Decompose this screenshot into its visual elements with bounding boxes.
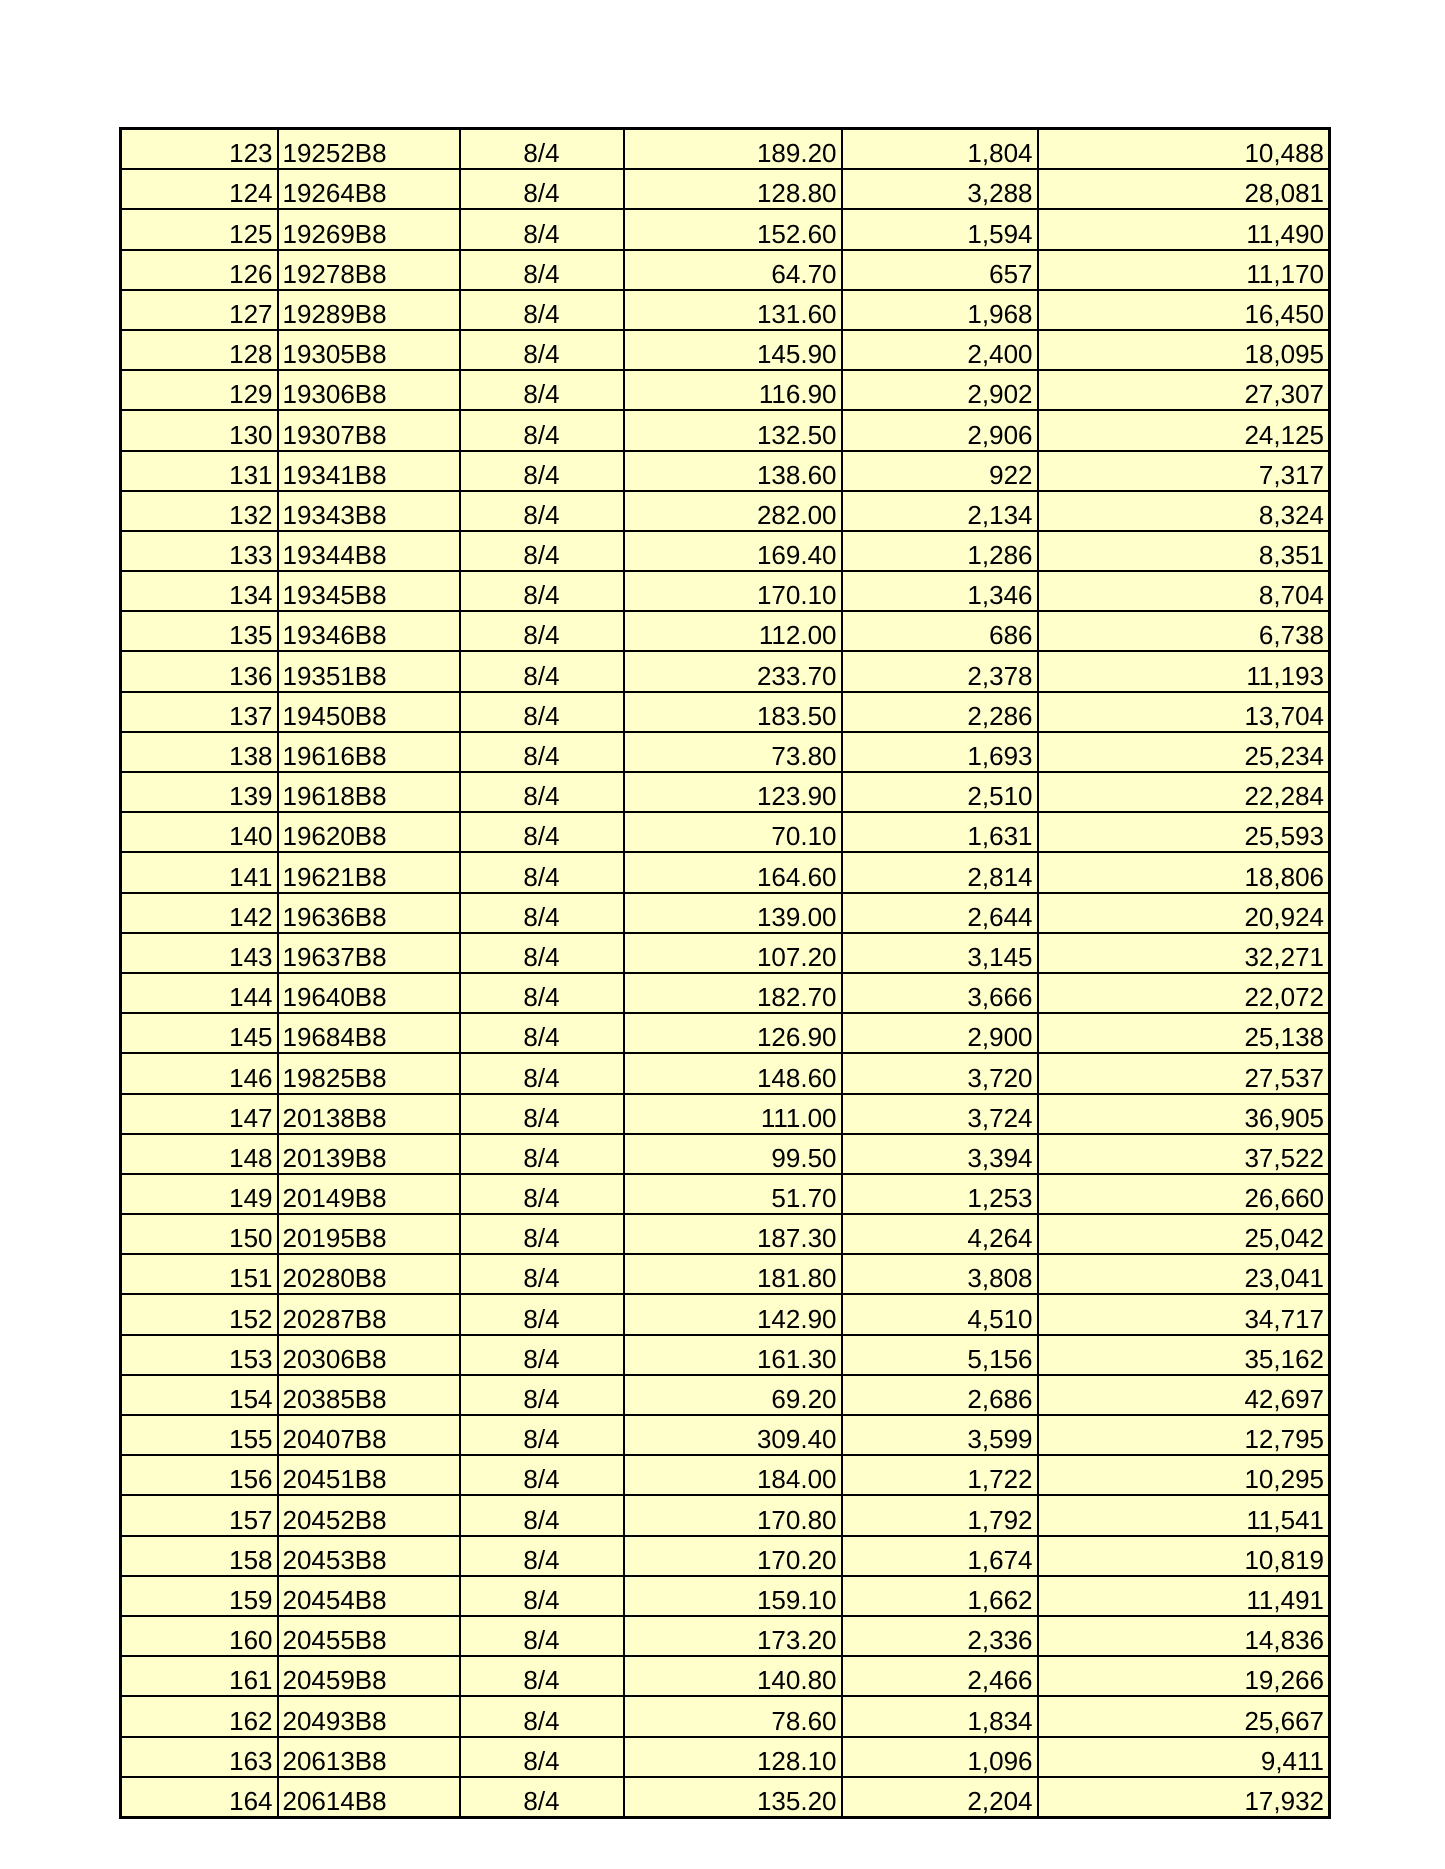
row-number-cell: 152: [121, 1294, 278, 1334]
table-row: [121, 1576, 1330, 1616]
size-cell: 8/4: [460, 1214, 624, 1254]
table-row: [121, 692, 1330, 732]
value-b-cell: 2,400: [842, 330, 1038, 370]
value-b-cell: 2,134: [842, 491, 1038, 531]
size-cell: 8/4: [460, 1536, 624, 1576]
size-cell: 8/4: [460, 410, 624, 450]
item-id-cell: 20451B8: [278, 1455, 460, 1495]
row-number-cell: 142: [121, 893, 278, 933]
item-id-cell: 19637B8: [278, 933, 460, 973]
item-id-cell: 20454B8: [278, 1576, 460, 1616]
value-b-cell: 1,346: [842, 571, 1038, 611]
table-row: [121, 1737, 1330, 1777]
row-number-cell: 164: [121, 1777, 278, 1818]
size-cell: 8/4: [460, 370, 624, 410]
size-cell: 8/4: [460, 290, 624, 330]
table-row: [121, 1094, 1330, 1134]
item-id-cell: 19351B8: [278, 651, 460, 691]
value-b-cell: 3,145: [842, 933, 1038, 973]
table-row: [121, 1013, 1330, 1053]
table-row: [121, 491, 1330, 531]
table-row: [121, 410, 1330, 450]
value-b-cell: 2,204: [842, 1777, 1038, 1818]
value-a-cell: 139.00: [624, 893, 842, 933]
size-cell: 8/4: [460, 1737, 624, 1777]
table-row: [121, 1294, 1330, 1334]
value-c-cell: 25,042: [1038, 1214, 1330, 1254]
table-row: [121, 1174, 1330, 1214]
item-id-cell: 19341B8: [278, 451, 460, 491]
value-c-cell: 20,924: [1038, 893, 1330, 933]
row-number-cell: 156: [121, 1455, 278, 1495]
table-row: [121, 1656, 1330, 1696]
value-b-cell: 5,156: [842, 1335, 1038, 1375]
row-number-cell: 128: [121, 330, 278, 370]
value-b-cell: 2,466: [842, 1656, 1038, 1696]
item-id-cell: 19825B8: [278, 1053, 460, 1093]
item-id-cell: 20493B8: [278, 1696, 460, 1736]
row-number-cell: 148: [121, 1134, 278, 1174]
value-b-cell: 1,096: [842, 1737, 1038, 1777]
row-number-cell: 137: [121, 692, 278, 732]
row-number-cell: 139: [121, 772, 278, 812]
value-a-cell: 78.60: [624, 1696, 842, 1736]
value-a-cell: 64.70: [624, 250, 842, 290]
table-row: [121, 169, 1330, 209]
value-c-cell: 34,717: [1038, 1294, 1330, 1334]
value-a-cell: 184.00: [624, 1455, 842, 1495]
value-a-cell: 128.10: [624, 1737, 842, 1777]
item-id-cell: 19684B8: [278, 1013, 460, 1053]
value-a-cell: 152.60: [624, 209, 842, 249]
item-id-cell: 19269B8: [278, 209, 460, 249]
row-number-cell: 130: [121, 410, 278, 450]
value-c-cell: 22,072: [1038, 973, 1330, 1013]
table-row: [121, 1254, 1330, 1294]
size-cell: 8/4: [460, 1174, 624, 1214]
item-id-cell: 20614B8: [278, 1777, 460, 1818]
table-row: [121, 290, 1330, 330]
size-cell: 8/4: [460, 531, 624, 571]
table-row: [121, 1335, 1330, 1375]
size-cell: 8/4: [460, 491, 624, 531]
table-row: [121, 1415, 1330, 1455]
value-a-cell: 69.20: [624, 1375, 842, 1415]
value-a-cell: 73.80: [624, 732, 842, 772]
table-row: [121, 852, 1330, 892]
item-id-cell: 20306B8: [278, 1335, 460, 1375]
value-b-cell: 657: [842, 250, 1038, 290]
value-c-cell: 36,905: [1038, 1094, 1330, 1134]
table-row: [121, 1214, 1330, 1254]
table-row: [121, 732, 1330, 772]
item-id-cell: 19343B8: [278, 491, 460, 531]
value-c-cell: 11,491: [1038, 1576, 1330, 1616]
value-c-cell: 7,317: [1038, 451, 1330, 491]
value-a-cell: 70.10: [624, 812, 842, 852]
table-row: [121, 1696, 1330, 1736]
value-c-cell: 32,271: [1038, 933, 1330, 973]
size-cell: 8/4: [460, 772, 624, 812]
size-cell: 8/4: [460, 651, 624, 691]
value-a-cell: 135.20: [624, 1777, 842, 1818]
row-number-cell: 125: [121, 209, 278, 249]
value-c-cell: 12,795: [1038, 1415, 1330, 1455]
size-cell: 8/4: [460, 1013, 624, 1053]
value-a-cell: 161.30: [624, 1335, 842, 1375]
size-cell: 8/4: [460, 933, 624, 973]
item-id-cell: 19278B8: [278, 250, 460, 290]
row-number-cell: 151: [121, 1254, 278, 1294]
size-cell: 8/4: [460, 1455, 624, 1495]
value-c-cell: 11,193: [1038, 651, 1330, 691]
size-cell: 8/4: [460, 209, 624, 249]
size-cell: 8/4: [460, 571, 624, 611]
value-c-cell: 9,411: [1038, 1737, 1330, 1777]
table-row: [121, 1495, 1330, 1535]
item-id-cell: 20280B8: [278, 1254, 460, 1294]
value-b-cell: 3,808: [842, 1254, 1038, 1294]
item-id-cell: 19345B8: [278, 571, 460, 611]
row-number-cell: 126: [121, 250, 278, 290]
size-cell: 8/4: [460, 973, 624, 1013]
size-cell: 8/4: [460, 1656, 624, 1696]
value-c-cell: 18,095: [1038, 330, 1330, 370]
value-a-cell: 111.00: [624, 1094, 842, 1134]
value-a-cell: 138.60: [624, 451, 842, 491]
value-b-cell: 2,378: [842, 651, 1038, 691]
row-number-cell: 144: [121, 973, 278, 1013]
value-c-cell: 10,295: [1038, 1455, 1330, 1495]
item-id-cell: 20452B8: [278, 1495, 460, 1535]
item-id-cell: 20139B8: [278, 1134, 460, 1174]
value-c-cell: 25,667: [1038, 1696, 1330, 1736]
row-number-cell: 162: [121, 1696, 278, 1736]
value-b-cell: 3,724: [842, 1094, 1038, 1134]
value-b-cell: 1,722: [842, 1455, 1038, 1495]
value-c-cell: 8,324: [1038, 491, 1330, 531]
table-row: [121, 1053, 1330, 1093]
value-a-cell: 170.80: [624, 1495, 842, 1535]
item-id-cell: 20613B8: [278, 1737, 460, 1777]
data-table: [119, 127, 1331, 1819]
item-id-cell: 19264B8: [278, 169, 460, 209]
size-cell: 8/4: [460, 1415, 624, 1455]
value-b-cell: 4,510: [842, 1294, 1038, 1334]
row-number-cell: 124: [121, 169, 278, 209]
size-cell: 8/4: [460, 732, 624, 772]
value-c-cell: 14,836: [1038, 1616, 1330, 1656]
table-row: [121, 812, 1330, 852]
value-a-cell: 189.20: [624, 129, 842, 170]
value-a-cell: 170.10: [624, 571, 842, 611]
value-a-cell: 123.90: [624, 772, 842, 812]
value-a-cell: 173.20: [624, 1616, 842, 1656]
table-row: [121, 893, 1330, 933]
table-row: [121, 611, 1330, 651]
size-cell: 8/4: [460, 1294, 624, 1334]
size-cell: 8/4: [460, 1616, 624, 1656]
row-number-cell: 147: [121, 1094, 278, 1134]
size-cell: 8/4: [460, 1696, 624, 1736]
value-b-cell: 686: [842, 611, 1038, 651]
value-a-cell: 140.80: [624, 1656, 842, 1696]
table-row: [121, 651, 1330, 691]
size-cell: 8/4: [460, 812, 624, 852]
row-number-cell: 127: [121, 290, 278, 330]
size-cell: 8/4: [460, 1094, 624, 1134]
value-c-cell: 24,125: [1038, 410, 1330, 450]
value-a-cell: 164.60: [624, 852, 842, 892]
value-c-cell: 13,704: [1038, 692, 1330, 732]
value-a-cell: 99.50: [624, 1134, 842, 1174]
table-row: [121, 571, 1330, 611]
size-cell: 8/4: [460, 852, 624, 892]
size-cell: 8/4: [460, 1254, 624, 1294]
value-c-cell: 42,697: [1038, 1375, 1330, 1415]
value-b-cell: 3,288: [842, 169, 1038, 209]
value-c-cell: 19,266: [1038, 1656, 1330, 1696]
value-a-cell: 187.30: [624, 1214, 842, 1254]
value-b-cell: 2,686: [842, 1375, 1038, 1415]
item-id-cell: 19289B8: [278, 290, 460, 330]
value-b-cell: 1,674: [842, 1536, 1038, 1576]
value-a-cell: 183.50: [624, 692, 842, 732]
value-c-cell: 11,541: [1038, 1495, 1330, 1535]
item-id-cell: 19618B8: [278, 772, 460, 812]
item-id-cell: 20149B8: [278, 1174, 460, 1214]
value-c-cell: 25,593: [1038, 812, 1330, 852]
value-c-cell: 6,738: [1038, 611, 1330, 651]
value-c-cell: 25,234: [1038, 732, 1330, 772]
item-id-cell: 20455B8: [278, 1616, 460, 1656]
value-c-cell: 22,284: [1038, 772, 1330, 812]
size-cell: 8/4: [460, 611, 624, 651]
row-number-cell: 154: [121, 1375, 278, 1415]
value-b-cell: 2,510: [842, 772, 1038, 812]
value-c-cell: 10,819: [1038, 1536, 1330, 1576]
row-number-cell: 132: [121, 491, 278, 531]
value-a-cell: 182.70: [624, 973, 842, 1013]
item-id-cell: 20459B8: [278, 1656, 460, 1696]
row-number-cell: 153: [121, 1335, 278, 1375]
size-cell: 8/4: [460, 1777, 624, 1818]
row-number-cell: 160: [121, 1616, 278, 1656]
value-a-cell: 142.90: [624, 1294, 842, 1334]
item-id-cell: 20385B8: [278, 1375, 460, 1415]
value-b-cell: 2,814: [842, 852, 1038, 892]
value-b-cell: 2,900: [842, 1013, 1038, 1053]
table-body: [121, 129, 1330, 1818]
value-b-cell: 1,594: [842, 209, 1038, 249]
row-number-cell: 146: [121, 1053, 278, 1093]
table-row: [121, 370, 1330, 410]
value-a-cell: 112.00: [624, 611, 842, 651]
value-c-cell: 27,537: [1038, 1053, 1330, 1093]
item-id-cell: 19346B8: [278, 611, 460, 651]
row-number-cell: 135: [121, 611, 278, 651]
value-c-cell: 11,490: [1038, 209, 1330, 249]
row-number-cell: 131: [121, 451, 278, 491]
value-a-cell: 132.50: [624, 410, 842, 450]
value-b-cell: 3,720: [842, 1053, 1038, 1093]
table-row: [121, 250, 1330, 290]
value-c-cell: 18,806: [1038, 852, 1330, 892]
row-number-cell: 163: [121, 1737, 278, 1777]
table-row: [121, 129, 1330, 170]
row-number-cell: 134: [121, 571, 278, 611]
value-c-cell: 28,081: [1038, 169, 1330, 209]
item-id-cell: 19616B8: [278, 732, 460, 772]
size-cell: 8/4: [460, 1495, 624, 1535]
size-cell: 8/4: [460, 1576, 624, 1616]
value-b-cell: 1,662: [842, 1576, 1038, 1616]
value-a-cell: 107.20: [624, 933, 842, 973]
table-row: [121, 973, 1330, 1013]
item-id-cell: 19620B8: [278, 812, 460, 852]
value-b-cell: 1,968: [842, 290, 1038, 330]
item-id-cell: 20453B8: [278, 1536, 460, 1576]
table-row: [121, 531, 1330, 571]
value-b-cell: 3,599: [842, 1415, 1038, 1455]
table-row: [121, 1455, 1330, 1495]
item-id-cell: 19306B8: [278, 370, 460, 410]
value-b-cell: 922: [842, 451, 1038, 491]
item-id-cell: 19640B8: [278, 973, 460, 1013]
table-row: [121, 1777, 1330, 1818]
row-number-cell: 159: [121, 1576, 278, 1616]
value-c-cell: 37,522: [1038, 1134, 1330, 1174]
value-b-cell: 1,693: [842, 732, 1038, 772]
value-a-cell: 169.40: [624, 531, 842, 571]
value-a-cell: 170.20: [624, 1536, 842, 1576]
item-id-cell: 20287B8: [278, 1294, 460, 1334]
item-id-cell: 20195B8: [278, 1214, 460, 1254]
row-number-cell: 143: [121, 933, 278, 973]
size-cell: 8/4: [460, 893, 624, 933]
value-b-cell: 2,902: [842, 370, 1038, 410]
row-number-cell: 129: [121, 370, 278, 410]
value-c-cell: 16,450: [1038, 290, 1330, 330]
value-a-cell: 181.80: [624, 1254, 842, 1294]
table-row: [121, 1536, 1330, 1576]
size-cell: 8/4: [460, 1053, 624, 1093]
value-c-cell: 11,170: [1038, 250, 1330, 290]
value-a-cell: 282.00: [624, 491, 842, 531]
value-b-cell: 1,834: [842, 1696, 1038, 1736]
value-a-cell: 116.90: [624, 370, 842, 410]
row-number-cell: 141: [121, 852, 278, 892]
value-c-cell: 27,307: [1038, 370, 1330, 410]
value-c-cell: 26,660: [1038, 1174, 1330, 1214]
value-b-cell: 4,264: [842, 1214, 1038, 1254]
table-row: [121, 1134, 1330, 1174]
value-b-cell: 1,286: [842, 531, 1038, 571]
row-number-cell: 138: [121, 732, 278, 772]
row-number-cell: 158: [121, 1536, 278, 1576]
value-a-cell: 126.90: [624, 1013, 842, 1053]
value-c-cell: 8,351: [1038, 531, 1330, 571]
row-number-cell: 150: [121, 1214, 278, 1254]
value-c-cell: 35,162: [1038, 1335, 1330, 1375]
row-number-cell: 157: [121, 1495, 278, 1535]
row-number-cell: 161: [121, 1656, 278, 1696]
value-b-cell: 3,394: [842, 1134, 1038, 1174]
value-c-cell: 17,932: [1038, 1777, 1330, 1818]
table-row: [121, 451, 1330, 491]
size-cell: 8/4: [460, 1375, 624, 1415]
value-a-cell: 51.70: [624, 1174, 842, 1214]
value-a-cell: 128.80: [624, 169, 842, 209]
table-row: [121, 330, 1330, 370]
table-row: [121, 209, 1330, 249]
value-b-cell: 2,906: [842, 410, 1038, 450]
table-row: [121, 1616, 1330, 1656]
value-b-cell: 1,253: [842, 1174, 1038, 1214]
size-cell: 8/4: [460, 169, 624, 209]
item-id-cell: 19252B8: [278, 129, 460, 170]
table-row: [121, 1375, 1330, 1415]
row-number-cell: 133: [121, 531, 278, 571]
size-cell: 8/4: [460, 692, 624, 732]
value-c-cell: 25,138: [1038, 1013, 1330, 1053]
item-id-cell: 19621B8: [278, 852, 460, 892]
item-id-cell: 19344B8: [278, 531, 460, 571]
item-id-cell: 20138B8: [278, 1094, 460, 1134]
table-row: [121, 933, 1330, 973]
value-a-cell: 309.40: [624, 1415, 842, 1455]
size-cell: 8/4: [460, 129, 624, 170]
row-number-cell: 155: [121, 1415, 278, 1455]
row-number-cell: 149: [121, 1174, 278, 1214]
value-b-cell: 2,644: [842, 893, 1038, 933]
table-row: [121, 772, 1330, 812]
size-cell: 8/4: [460, 1134, 624, 1174]
size-cell: 8/4: [460, 1335, 624, 1375]
item-id-cell: 19636B8: [278, 893, 460, 933]
value-b-cell: 1,631: [842, 812, 1038, 852]
value-b-cell: 2,286: [842, 692, 1038, 732]
size-cell: 8/4: [460, 250, 624, 290]
value-c-cell: 10,488: [1038, 129, 1330, 170]
value-c-cell: 23,041: [1038, 1254, 1330, 1294]
value-a-cell: 131.60: [624, 290, 842, 330]
size-cell: 8/4: [460, 451, 624, 491]
item-id-cell: 19450B8: [278, 692, 460, 732]
row-number-cell: 140: [121, 812, 278, 852]
value-a-cell: 148.60: [624, 1053, 842, 1093]
value-b-cell: 1,804: [842, 129, 1038, 170]
row-number-cell: 145: [121, 1013, 278, 1053]
item-id-cell: 19307B8: [278, 410, 460, 450]
value-b-cell: 3,666: [842, 973, 1038, 1013]
value-c-cell: 8,704: [1038, 571, 1330, 611]
size-cell: 8/4: [460, 330, 624, 370]
value-b-cell: 1,792: [842, 1495, 1038, 1535]
value-b-cell: 2,336: [842, 1616, 1038, 1656]
value-a-cell: 159.10: [624, 1576, 842, 1616]
value-a-cell: 233.70: [624, 651, 842, 691]
item-id-cell: 19305B8: [278, 330, 460, 370]
row-number-cell: 123: [121, 129, 278, 170]
item-id-cell: 20407B8: [278, 1415, 460, 1455]
row-number-cell: 136: [121, 651, 278, 691]
value-a-cell: 145.90: [624, 330, 842, 370]
